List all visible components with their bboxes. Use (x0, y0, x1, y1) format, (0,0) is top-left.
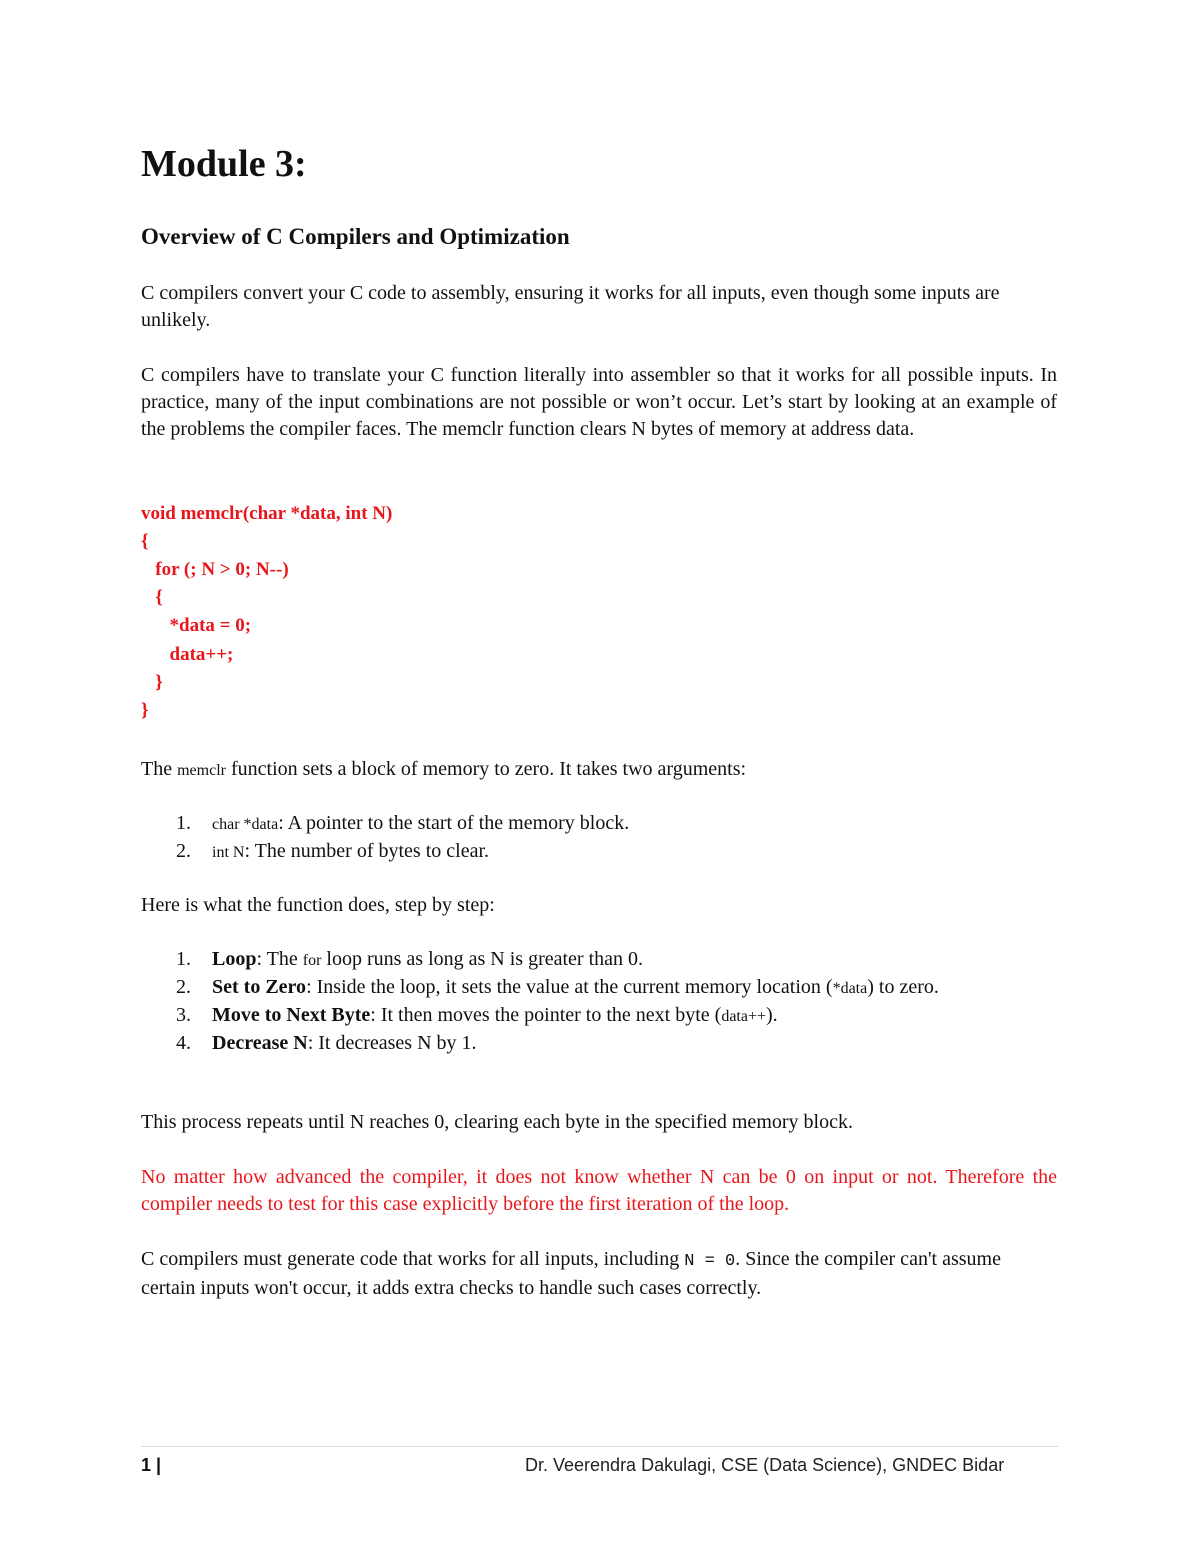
page-number: 1 | (141, 1455, 162, 1475)
code-line: for (; N > 0; N--) (141, 559, 289, 580)
code-line: } (141, 672, 163, 693)
module-title: Module 3: (141, 143, 307, 185)
inline-code: N = 0 (684, 1252, 736, 1271)
list-item: 1. char *data: A pointer to the start of the memory block. (176, 812, 630, 834)
warning-paragraph: No matter how advanced the compiler, it does not know whether N can be 0 on input or not. Therefore the compiler needs to test for this case explicitly before the first iteration of the loop. (141, 1166, 1057, 1215)
list-item: 1. Loop: The for loop runs as long as N is greater than 0. (176, 948, 644, 970)
inline-code: data++ (721, 1008, 767, 1025)
code-line: data++; (141, 644, 234, 665)
explain-paragraph: The memclr function sets a block of memory to zero. It takes two arguments: (141, 758, 747, 780)
footer-author: Dr. Veerendra Dakulagi, CSE (Data Science), GNDEC Bidar (525, 1455, 1005, 1475)
code-line: { (141, 531, 149, 552)
footer-divider (141, 1446, 1058, 1447)
list-item: 3. Move to Next Byte: It then moves the pointer to the next byte (data++). (176, 1004, 778, 1026)
steps-intro: Here is what the function does, step by step: (141, 894, 495, 916)
compiler-paragraph: C compilers have to translate your C function literally into assembler so that it works for all possible inputs. In practice, many of the input combinations are not possible or won’t occur. Let’s start by looking at an example of the problems the compiler faces. The memclr function clears N bytes of memory at address data. (141, 364, 1057, 440)
code-line: } (141, 700, 149, 721)
code-line: { (141, 587, 163, 608)
inline-code: int N (212, 844, 245, 861)
list-item: 4. Decrease N: It decreases N by 1. (176, 1032, 477, 1054)
inline-code: memclr (177, 762, 226, 779)
steps-list (141, 946, 1057, 1057)
inline-code: for (302, 952, 322, 969)
section-title: Overview of C Compilers and Optimization (141, 224, 570, 249)
code-line: *data = 0; (141, 615, 252, 636)
process-paragraph: This process repeats until N reaches 0, clearing each byte in the specified memory block. (141, 1111, 853, 1133)
list-item: 2. int N: The number of bytes to clear. (176, 840, 490, 862)
inline-code: *data (832, 980, 868, 997)
code-line: void memclr(char *data, int N) (141, 503, 393, 524)
inline-code: char *data (212, 816, 279, 833)
final-paragraph: C compilers must generate code that works for all inputs, including N = 0. Since the compiler can't assume certain inputs won't occur, it adds extra checks to handle such cases correctly. (141, 1248, 1001, 1299)
argument-list (141, 810, 1057, 866)
list-item: 2. Set to Zero: Inside the loop, it sets the value at the current memory location (*data) to zero. (176, 976, 939, 998)
intro-paragraph: C compilers convert your C code to assembly, ensuring it works for all inputs, even though some inputs are unlikely. (141, 282, 1000, 331)
